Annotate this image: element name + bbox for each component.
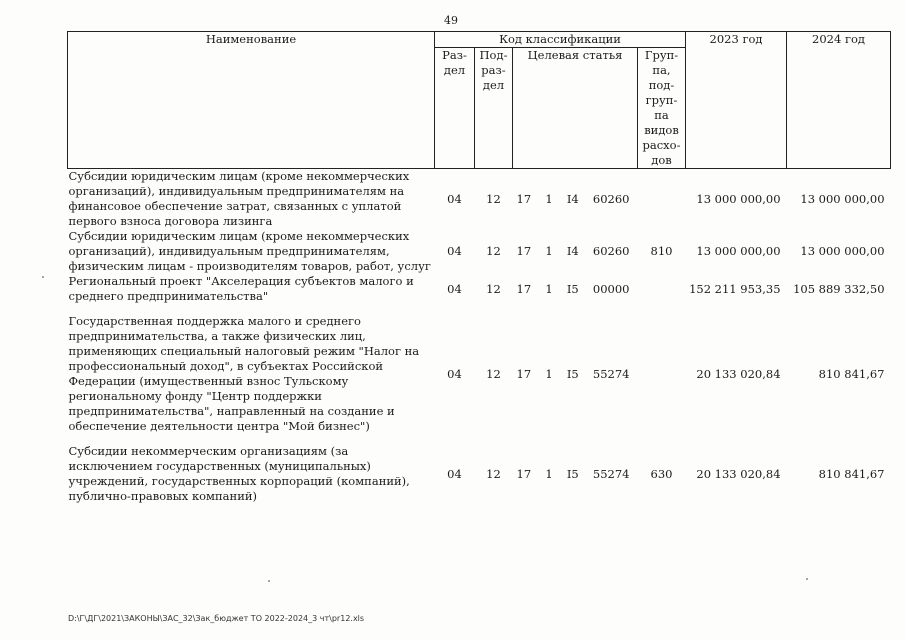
header-row-1	[68, 32, 891, 48]
header-name: Наименование	[68, 32, 435, 169]
scan-speck	[806, 578, 808, 580]
file-path-footer: D:\Г\ДГ\2021\ЗАКОНЫ\ЗАС_32\Зак_бюджет ТО 2022-2024_3 чт\pr12.xls	[68, 614, 365, 623]
row-2024: 13 000 000,00	[800, 244, 885, 258]
table-row	[68, 274, 891, 304]
row-2023: 20 133 020,84	[696, 466, 781, 481]
row-group: 810	[650, 244, 673, 258]
row-2023: 20 133 020,84	[696, 366, 781, 381]
row-group	[638, 274, 686, 304]
table-row	[68, 169, 891, 230]
row-cs-program: 17	[516, 466, 532, 481]
row-name: Государственная поддержка малого и среднего предпринимательства, а также физических лиц, применяющих специальный налоговый режим "Налог на профессиональный доход", в субъектах Российской Федерации (имущественный взнос Тульскому региональному фонду "Центр поддержки предпринимательства", направленный на создание и обеспечение деятельности центра "Мой бизнес")	[68, 314, 420, 433]
row-podrazdel: 12	[486, 366, 501, 381]
row-podrazdel: 12	[486, 281, 501, 296]
row-cs-direction: 60260	[592, 244, 630, 258]
header-group: Груп- па, под- груп- па видов расхо- дов	[638, 48, 686, 169]
table-row	[68, 444, 891, 504]
row-2024: 810 841,67	[818, 366, 885, 381]
header-podrazdel: Под- раз- дел	[475, 48, 513, 169]
row-2024: 105 889 332,50	[793, 281, 885, 296]
row-cs-project: I5	[566, 281, 579, 296]
row-2023: 13 000 000,00	[696, 191, 781, 206]
row-group: 630	[650, 466, 673, 481]
row-cs-project: I5	[566, 466, 579, 481]
row-group	[638, 314, 686, 434]
row-cs-project: I5	[566, 366, 579, 381]
row-target	[513, 274, 638, 304]
row-name: Субсидии некоммерческим организациям (за исключением государственных (муниципальных) учреждений, государственных корпораций (компаний), публично-правовых компаний)	[68, 444, 410, 503]
row-cs-direction: 55274	[592, 466, 630, 481]
row-target	[513, 169, 638, 230]
row-target	[513, 314, 638, 434]
row-2023: 13 000 000,00	[696, 244, 781, 258]
header-razdel: Раз- дел	[435, 48, 475, 169]
row-target	[513, 229, 638, 274]
row-name: Субсидии юридическим лицам (кроме некоммерческих организаций), индивидуальным предпринимателям на финансовое обеспечение затрат, связанных с уплатой первого взноса договора лизинга	[68, 169, 410, 228]
row-cs-type: 1	[545, 281, 553, 296]
row-razdel: 04	[447, 244, 462, 258]
row-cs-type: 1	[545, 244, 553, 258]
table-row	[68, 314, 891, 434]
header-target: Целевая статья	[513, 48, 638, 169]
row-spacer	[68, 304, 891, 314]
header-2023: 2023 год	[686, 32, 787, 169]
row-group	[638, 169, 686, 230]
row-cs-direction: 00000	[592, 281, 630, 296]
header-2024: 2024 год	[787, 32, 891, 169]
row-cs-program: 17	[516, 281, 532, 296]
row-podrazdel: 12	[486, 466, 501, 481]
scan-speck	[268, 580, 270, 582]
row-podrazdel: 12	[486, 244, 501, 258]
row-cs-program: 17	[516, 244, 532, 258]
row-2024: 13 000 000,00	[800, 191, 885, 206]
row-spacer	[68, 434, 891, 444]
scan-speck	[42, 276, 44, 278]
row-cs-project: I4	[566, 244, 579, 258]
row-cs-program: 17	[516, 366, 532, 381]
page-number: 49	[444, 14, 458, 27]
row-cs-direction: 60260	[592, 191, 630, 206]
row-target	[513, 444, 638, 504]
row-name: Региональный проект "Акселерация субъектов малого и среднего предпринимательства"	[68, 274, 414, 303]
row-podrazdel: 12	[486, 191, 501, 206]
header-code: Код классификации	[435, 32, 686, 48]
row-cs-project: I4	[566, 191, 579, 206]
budget-table	[67, 31, 891, 504]
table-row	[68, 229, 891, 274]
row-cs-type: 1	[545, 191, 553, 206]
row-2024: 810 841,67	[818, 466, 885, 481]
table-body	[68, 169, 891, 505]
row-cs-type: 1	[545, 366, 553, 381]
row-razdel: 04	[447, 366, 462, 381]
row-razdel: 04	[447, 466, 462, 481]
row-razdel: 04	[447, 281, 462, 296]
row-2023: 152 211 953,35	[689, 281, 781, 296]
row-razdel: 04	[447, 191, 462, 206]
row-cs-type: 1	[545, 466, 553, 481]
row-name: Субсидии юридическим лицам (кроме некоммерческих организаций), индивидуальным предпринимателям, физическим лицам - производителям товаров, работ, услуг	[68, 229, 431, 273]
row-cs-direction: 55274	[592, 366, 630, 381]
row-cs-program: 17	[516, 191, 532, 206]
